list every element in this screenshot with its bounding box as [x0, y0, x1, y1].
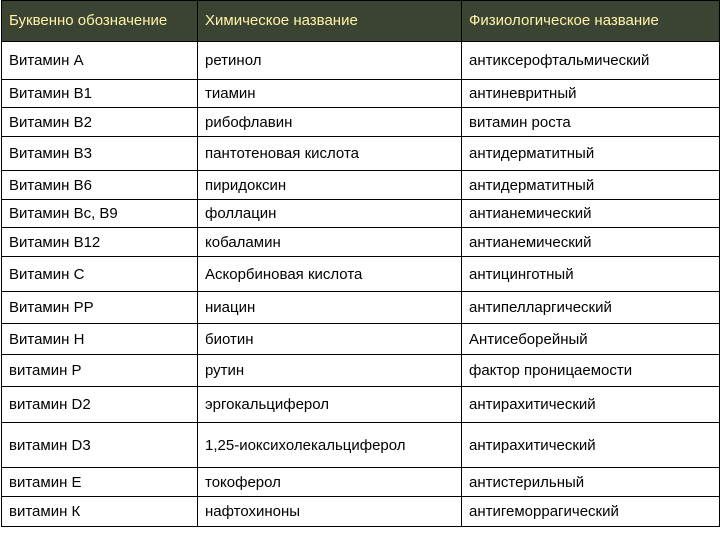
cell-letter-designation: витамин Е [2, 468, 198, 497]
cell-physiological-name: антирахитический [462, 423, 720, 468]
cell-chemical-name: эргокальциферол [198, 387, 462, 423]
header-letter-designation-text: Буквенно обозначение [9, 12, 168, 29]
table-row [2, 257, 720, 292]
header-chemical-name-text: Химическое название [205, 12, 358, 29]
table-row [2, 423, 720, 468]
cell-letter-designation: витамин К [2, 497, 198, 527]
cell-letter-designation: витамин Р [2, 355, 198, 387]
header-physiological-name-text: Физиологическое название [469, 12, 659, 29]
cell-letter-designation: Витамин В2 [2, 108, 198, 137]
table-row [2, 292, 720, 324]
cell-letter-designation: Витамин Н [2, 324, 198, 355]
cell-chemical-name: пиридоксин [198, 171, 462, 200]
cell-chemical-name: ниацин [198, 292, 462, 324]
cell-chemical-name: рутин [198, 355, 462, 387]
cell-chemical-name: пантотеновая кислота [198, 137, 462, 171]
table-row [2, 355, 720, 387]
cell-physiological-name: антидерматитный [462, 171, 720, 200]
table-row [2, 387, 720, 423]
cell-letter-designation: Витамин Вс, В9 [2, 200, 198, 228]
cell-physiological-name: антидерматитный [462, 137, 720, 171]
header-physiological-name [462, 1, 720, 42]
cell-chemical-name: Аскорбиновая кислота [198, 257, 462, 292]
cell-chemical-name: тиамин [198, 80, 462, 108]
cell-chemical-name: токоферол [198, 468, 462, 497]
table-row [2, 42, 720, 80]
cell-letter-designation: Витамин РР [2, 292, 198, 324]
cell-physiological-name: антипелларгический [462, 292, 720, 324]
cell-chemical-name: нафтохиноны [198, 497, 462, 527]
cell-physiological-name: Антисеборейный [462, 324, 720, 355]
cell-physiological-name: витамин роста [462, 108, 720, 137]
table-row [2, 108, 720, 137]
cell-physiological-name: антиксерофтальмический [462, 42, 720, 80]
cell-physiological-name: фактор проницаемости [462, 355, 720, 387]
cell-letter-designation: Витамин В1 [2, 80, 198, 108]
vitamins-table [1, 0, 720, 527]
cell-letter-designation: Витамин В12 [2, 228, 198, 257]
table-row [2, 324, 720, 355]
cell-chemical-name: кобаламин [198, 228, 462, 257]
cell-physiological-name: антианемический [462, 200, 720, 228]
table-row [2, 200, 720, 228]
cell-chemical-name: фоллацин [198, 200, 462, 228]
cell-letter-designation: витамин D3 [2, 423, 198, 468]
header-chemical-name [198, 1, 462, 42]
table-row [2, 80, 720, 108]
cell-chemical-name: рибофлавин [198, 108, 462, 137]
cell-physiological-name: антигеморрагический [462, 497, 720, 527]
table-row [2, 228, 720, 257]
cell-physiological-name: антиневритный [462, 80, 720, 108]
table-row [2, 137, 720, 171]
cell-chemical-name: биотин [198, 324, 462, 355]
cell-letter-designation: Витамин А [2, 42, 198, 80]
cell-physiological-name: антирахитический [462, 387, 720, 423]
cell-letter-designation: Витамин В6 [2, 171, 198, 200]
cell-chemical-name: 1,25-иоксихолекальциферол [198, 423, 462, 468]
cell-letter-designation: витамин D2 [2, 387, 198, 423]
cell-physiological-name: антистерильный [462, 468, 720, 497]
table-row [2, 171, 720, 200]
cell-letter-designation: Витамин С [2, 257, 198, 292]
cell-letter-designation: Витамин В3 [2, 137, 198, 171]
cell-chemical-name: ретинол [198, 42, 462, 80]
table-row [2, 497, 720, 527]
header-letter-designation [2, 1, 198, 42]
table-header-row [2, 1, 720, 42]
table-row [2, 468, 720, 497]
cell-physiological-name: антицинготный [462, 257, 720, 292]
cell-physiological-name: антианемический [462, 228, 720, 257]
